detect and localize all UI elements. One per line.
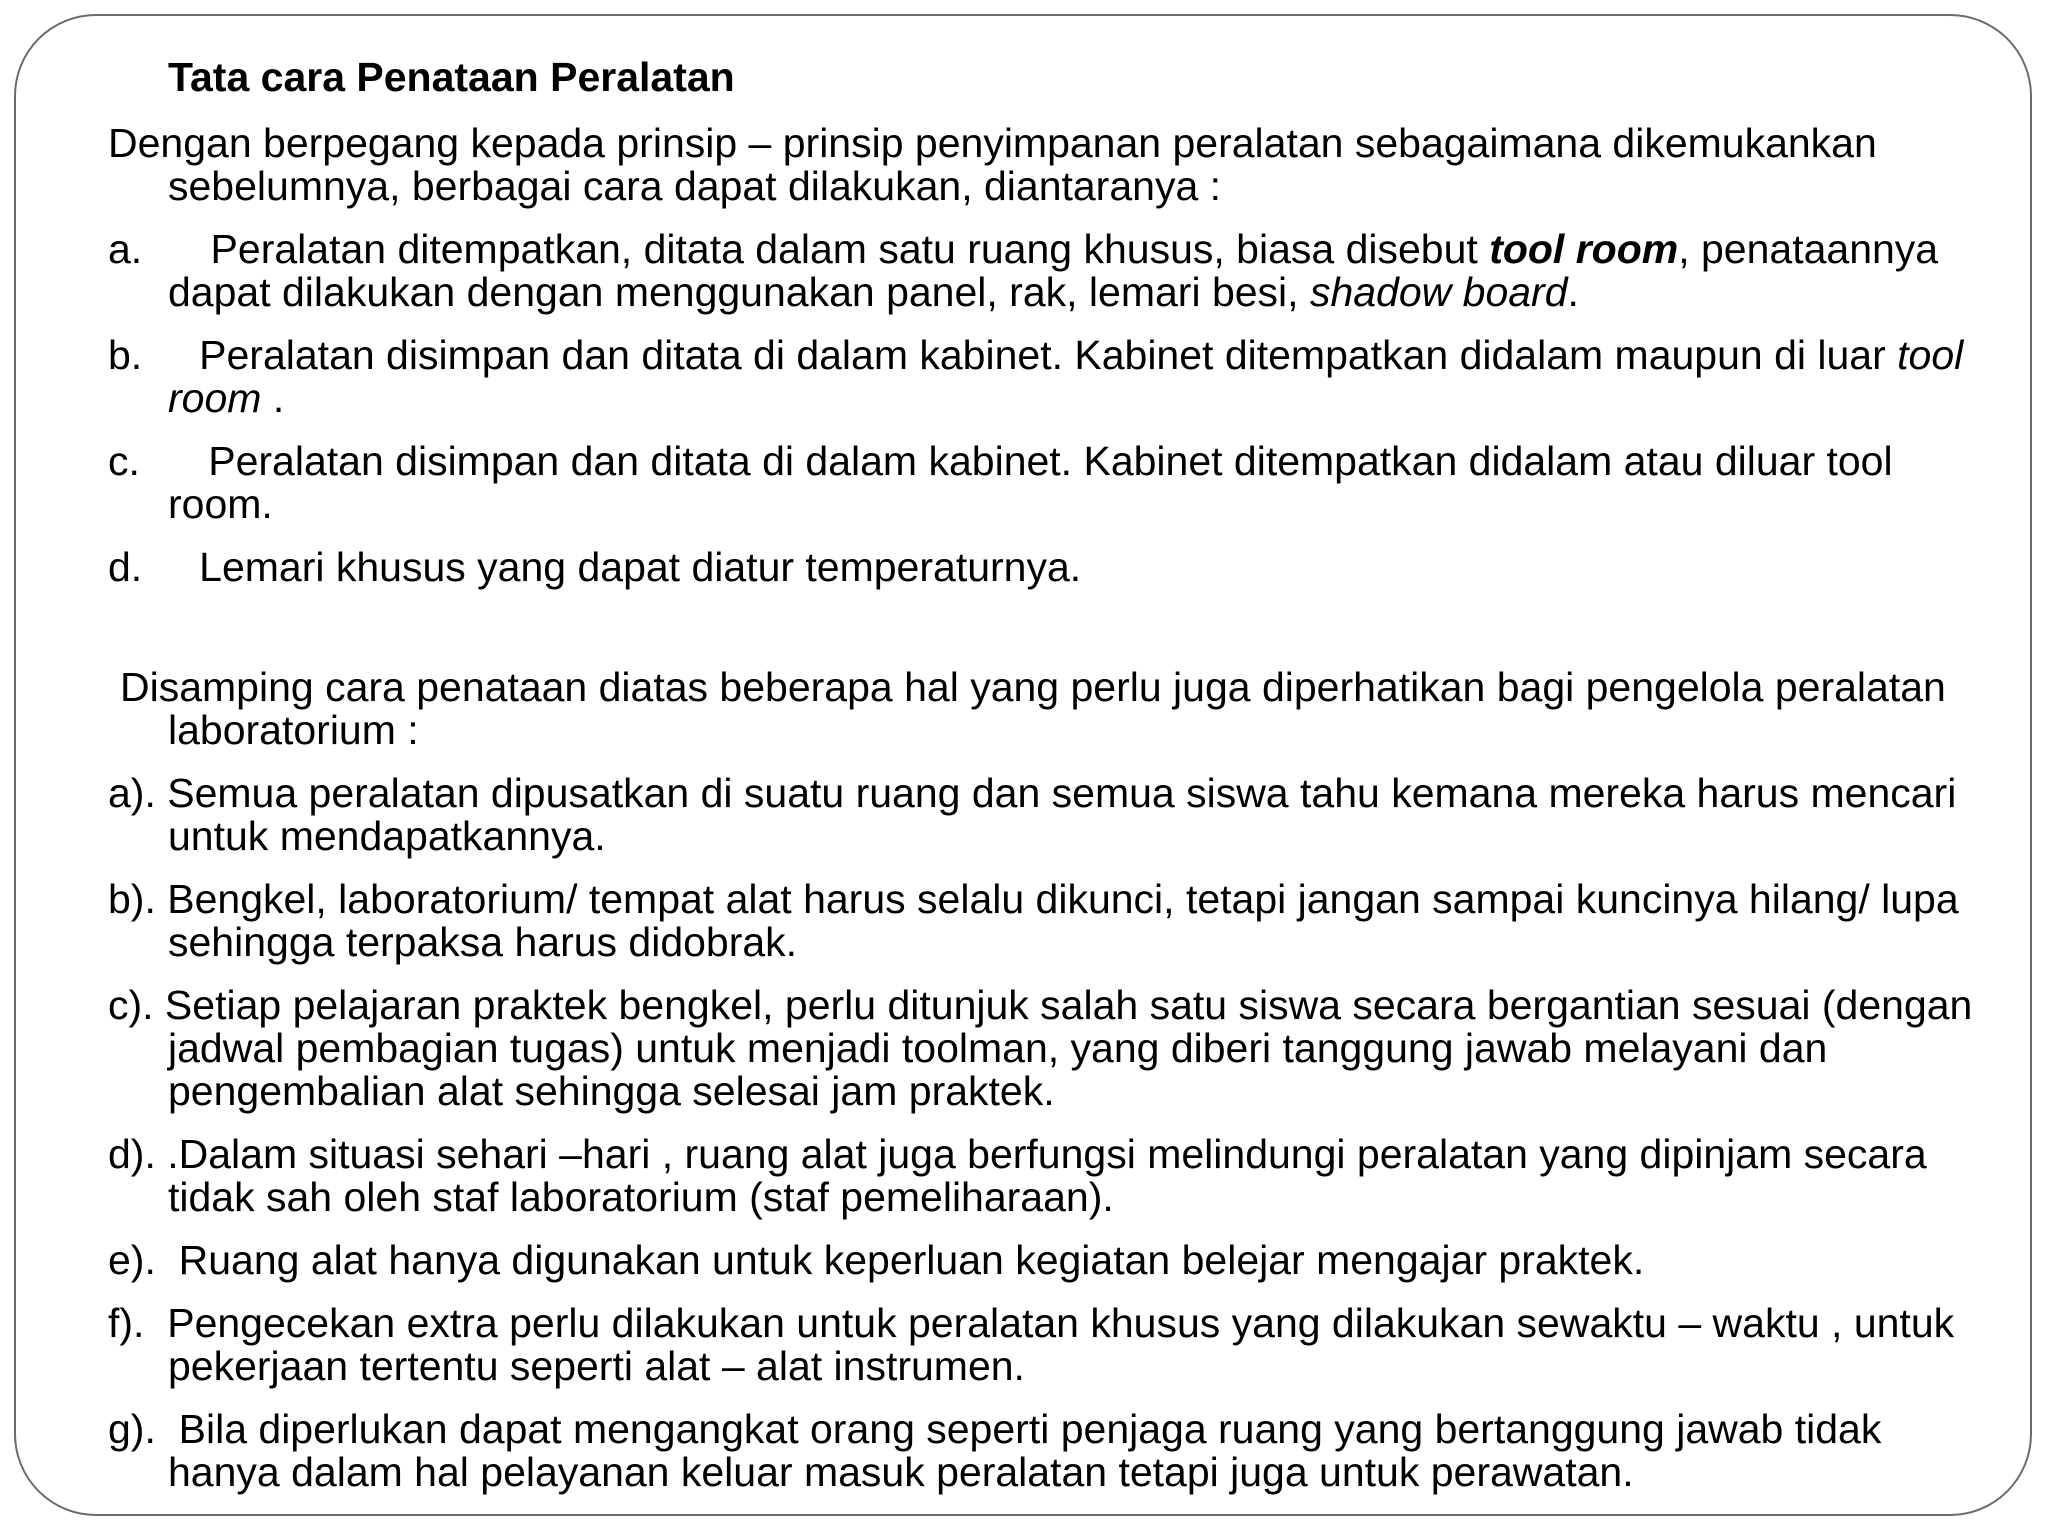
slide-content <box>108 56 1988 1494</box>
note-item-e: e). Ruang alat hanya digunakan untuk keperluan kegiatan belejar mengajar praktek. <box>108 1237 1645 1283</box>
method-a-text-mid: , penataannya dapat dilakukan dengan menggunakan panel, rak, lemari besi, <box>168 226 1950 315</box>
method-b-marker: b. <box>108 332 143 378</box>
method-d-text: Lemari khusus yang dapat diatur temperaturnya. <box>142 544 1082 590</box>
intro-paragraph: Dengan berpegang kepada prinsip – prinsip penyimpanan peralatan sebagaimana dikemukankan sebelumnya, berbagai cara dapat dilakukan, diantaranya : <box>108 120 1877 209</box>
method-b-text-post: . <box>261 375 285 421</box>
note-item-b: b). Bengkel, laboratorium/ tempat alat harus selalu dikunci, tetapi jangan sampai kuncinya hilang/ lupa sehingga terpaksa harus didobrak. <box>108 876 1971 965</box>
method-item-b <box>108 334 1988 420</box>
method-a-marker: a. <box>108 226 143 272</box>
method-item-c <box>108 440 1988 526</box>
note-item-a: a). Semua peralatan dipusatkan di suatu ruang dan semua siswa tahu kemana mereka harus mencari untuk mendapatkannya. <box>108 770 1968 859</box>
note-item-d: d). .Dalam situasi sehari –hari , ruang alat juga berfungsi melindungi peralatan yang dipinjam secara tidak sah oleh staf laboratorium (staf pemeliharaan). <box>108 1131 1939 1220</box>
method-b-italic: tool room <box>168 332 1975 421</box>
method-a-text-post: . <box>1567 269 1579 315</box>
slide-frame <box>14 14 2032 1516</box>
slide-title: Tata cara Penataan Peralatan <box>168 54 735 100</box>
method-d-marker: d. <box>108 544 143 590</box>
method-a-emphasis: tool room <box>1489 226 1679 272</box>
method-a-italic: shadow board <box>1309 269 1568 315</box>
note-item-g: g). Bila diperlukan dapat mengangkat orang seperti penjaga ruang yang bertanggung jawab tidak hanya dalam hal pelayanan keluar masuk peralatan tetapi juga untuk perawatan. <box>108 1406 1893 1495</box>
intro2-paragraph: Disamping cara penataan diatas beberapa hal yang perlu juga diperhatikan bagi pengelola peralatan laboratorium : <box>120 664 1946 753</box>
method-a-text-pre: Peralatan ditempatkan, ditata dalam satu ruang khusus, biasa disebut <box>142 226 1490 272</box>
method-b-text-pre: Peralatan disimpan dan ditata di dalam kabinet. Kabinet ditempatkan didalam maupun di luar <box>142 332 1898 378</box>
method-c-marker: c. <box>108 438 140 484</box>
note-item-c: c). Setiap pelajaran praktek bengkel, perlu ditunjuk salah satu siswa secara bergantian sesuai (dengan jadwal pembagian tugas) untuk menjadi toolman, yang diberi tanggung jawab melayani dan pengembalian alat sehingga selesai jam praktek. <box>108 982 1984 1114</box>
method-item-d <box>108 546 1988 589</box>
method-c-text: Peralatan disimpan dan ditata di dalam kabinet. Kabinet ditempatkan didalam atau diluar tool room. <box>139 438 1905 527</box>
note-item-f: f). Pengecekan extra perlu dilakukan untuk peralatan khusus yang dilakukan sewaktu – waktu , untuk pekerjaan tertentu seperti alat – alat instrumen. <box>108 1300 1966 1389</box>
method-item-a <box>108 228 1988 314</box>
